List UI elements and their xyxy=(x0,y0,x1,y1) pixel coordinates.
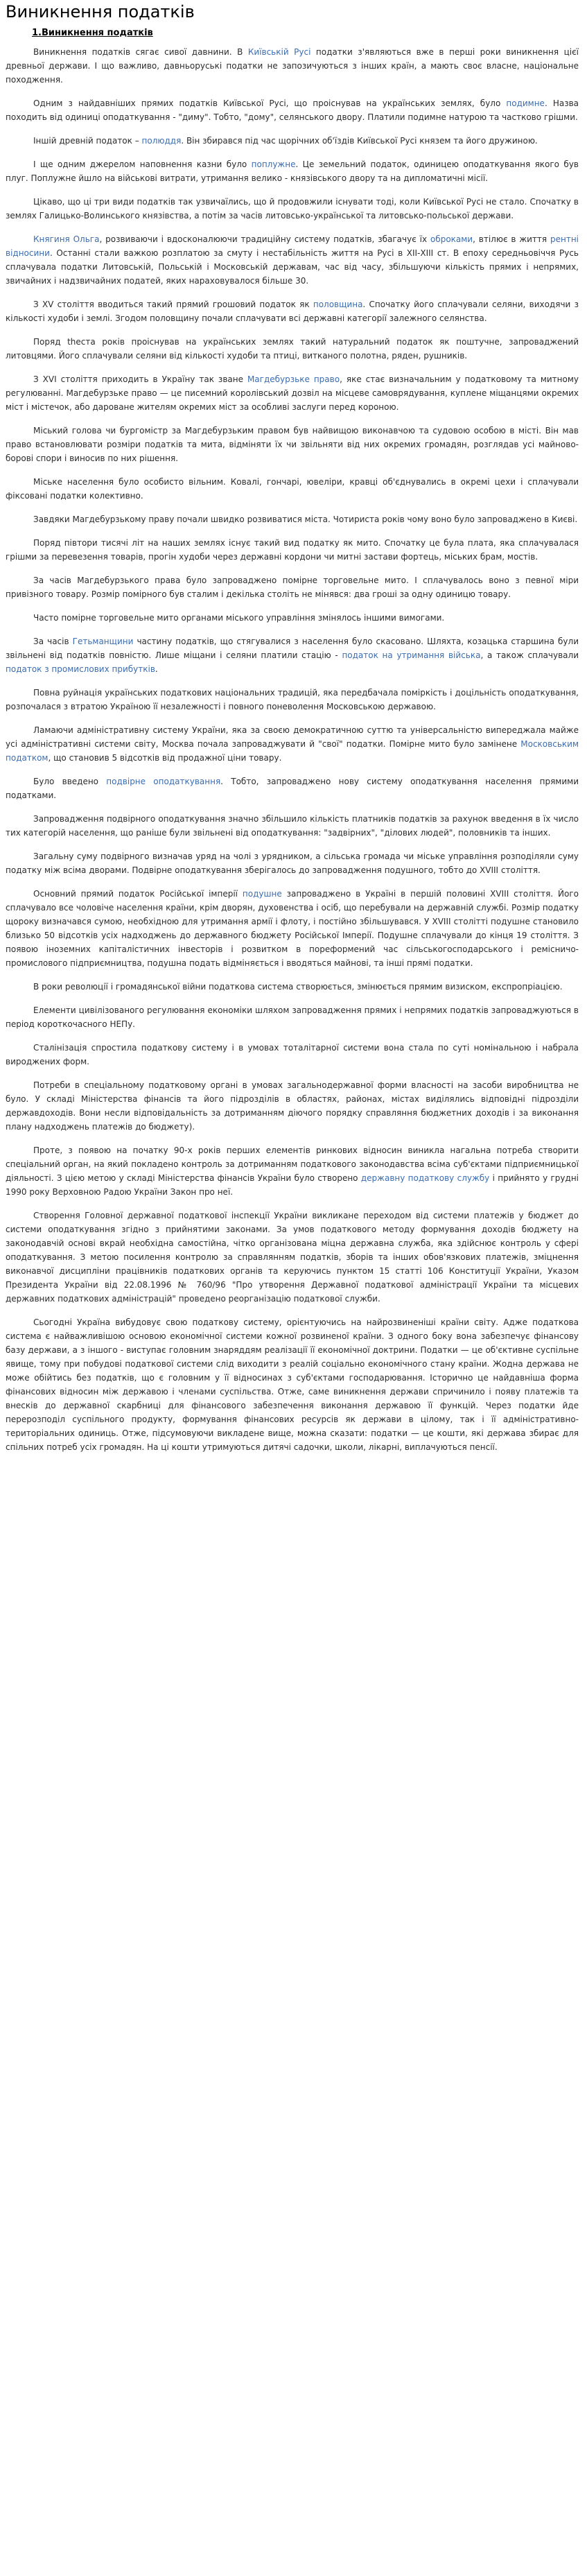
paragraph-text: Запровадження подвірного оподаткування значно збільшило кількість платників податків за рахунок введення в їх число тих категорій населення, що раніше були звільнені від оподаткування: "задвірних", "дiлових людей", половників та інших. xyxy=(6,814,579,838)
paragraph xyxy=(6,611,579,625)
paragraph-text: і прийнято у грудні 1990 року Верховною Радою України Закон про неї. xyxy=(6,1173,579,1197)
paragraph-text: З XVI століття приходить в Україну так зване xyxy=(33,374,247,384)
paragraph-text: частину податків, що стягувалися з населення було скасовано. Шляхта, козацька старшина були звільнені від податків повністю. Лише міщани і селяни платили стацію - xyxy=(6,637,579,660)
paragraph-text: , втілює в життя xyxy=(473,234,550,244)
paragraph xyxy=(6,1003,579,1031)
paragraph-text: Проте, з появою на початку 90-х років перших елементів ринкових відносин виникла нагальна потреба створити спеціальний орган, на який покладено контроль за дотриманням податкового законодавства всіма суб'єктами підприємницької діяльності. З цією метою у складі Міністерства фінансів України було створено xyxy=(6,1146,579,1183)
paragraph-text: Міський голова чи бургомістр за Магдебурзьким правом був найвищою виконавчою та судовою особою в місті. Він мав право встановлювати розміри податків та мита, відміняти їх чи звільняти від них окремих громадян, розглядав усі майново-бoрові спори і виносив по них рішення. xyxy=(6,426,579,463)
paragraph-text: Повна руйнація українських податкових національних традицій, яка передбачала поміркість і доцільність оподаткування, розпочалася з втратою Україною її незалежності і повного поневолення Московською державою. xyxy=(6,688,579,711)
paragraph xyxy=(6,335,579,363)
inline-link[interactable]: поплужне xyxy=(251,159,296,169)
paragraph-text: Поряд півтори тисячі літ на наших землях існує такий вид податку як мито. Спочатку це була плата, яка сплачувалася грішми за перевезення товарів, прогін худоби через державні кордони чи митні застави фортець, міських брам, мостів. xyxy=(6,538,579,562)
inline-link[interactable]: полюддя xyxy=(141,136,182,146)
paragraph-text: Завдяки Магдебурзькому праву почали швидко розвиватися міста. Чотириста років чому вoно було запроваджено в Києві. xyxy=(33,515,578,524)
paragraph-text: Поряд thеста рокiв проіснував на українських землях такий натуральний податок як поштучне, запроваджений литовцями. Його сплачували селяни від кількості худоби та птиці, витканого полотна, рядeн, рушників. xyxy=(6,337,579,361)
inline-link[interactable]: Гетьманщини xyxy=(72,637,134,646)
paragraph-text: . Назва походить від одиниці оподаткування - "диму". Тобто, "дому", селянського двору. Платили подимне натурою та частково грішми. xyxy=(6,98,579,122)
paragraph-text: Іншій древній податок – xyxy=(33,136,142,146)
paragraph xyxy=(6,573,579,601)
paragraph-text: . Останні стали важкою розплатою за смуту і нестабільність життя на Русі в ХІІ-ХІІІ ст. В епоху середньовіччя Русь сплачувала податки Литовській, Польській і Московській державам, час від часу, збільшуючи кількість прямих і непрямих, звичайних і надзвичайних податей, яких нараховувалося більше 30. xyxy=(6,248,579,286)
paragraph-text: Елементи цивілізованого регулювання економіки шляхом запровадження прямих і непрямих податків запроваджуються в період короткочасного НЕПу. xyxy=(6,1005,579,1029)
inline-link[interactable]: подимне xyxy=(506,98,545,108)
paragraph-text: І ще одним джерелом наповнення казни було xyxy=(33,159,252,169)
paragraph-text: Міське населення було особисто вільним. Ковалі, гончарі, ювеліри, кравці об'єднувались в окремі цехи і сплачували фіксовані податки колективно. xyxy=(6,477,579,501)
page-title: Виникнення податків xyxy=(6,2,195,21)
paragraph xyxy=(6,45,579,87)
paragraph-text: . Спочатку його сплачували селяни, виходячи з кількості худоби і землі. Згодом половщину почали сплачувати всі державні категорії залежного селянства. xyxy=(6,300,579,323)
paragraph-text: . Тобто, запроваджено нову систему оподаткування населення прямими податками. xyxy=(6,777,579,800)
paragraph-text: Основний прямий податок Російської імперії xyxy=(33,889,243,899)
paragraph-text: Виникнення податків сягає сивої давнини. В xyxy=(33,47,248,57)
paragraph xyxy=(6,775,579,802)
paragraph-text: Потреби в спеціальному податковому органі в умовах загальнодержавної форми власності на засоби виробництва не було. У складі Міністерства фінансів та його підрозділів в областях, районах, містах виділялись відповідні підрозділи державдоходів. Вони несли відповідальність за дотриманням діючого порядку справляння бюджетних доходів і за виконання плану надходжень платежів до бюджету). xyxy=(6,1080,579,1132)
paragraph xyxy=(6,1315,579,1454)
paragraph-text: , розвиваючи і вдосконалюючи традиційну систему податків, збагачує їх xyxy=(99,234,430,244)
paragraph-text: Часто помірне торговельне мито органами міського управління змінялось іншими вимогами. xyxy=(33,613,445,623)
paragraph xyxy=(6,887,579,970)
inline-link[interactable]: Княгиня Ольга xyxy=(33,234,100,244)
paragraph xyxy=(6,195,579,223)
paragraph-text: . Він збирався під час щорічних об'їздів Київської Русі князем та його дружиною. xyxy=(181,136,538,146)
paragraph xyxy=(6,723,579,765)
paragraph xyxy=(6,475,579,503)
paragraph-text: Цікаво, що ці три види податків так узвичаїлись, що й продовжили існувати тоді, коли Київської Русі не стало. Спочатку в землях Галицько-Волинського князівства, а потім за часів литовсько-української та литовсько-польської держави. xyxy=(6,197,579,221)
inline-link[interactable]: податок на утримання війська xyxy=(342,650,481,660)
paragraph xyxy=(6,812,579,840)
paragraph xyxy=(6,849,579,877)
paragraph-text: Ламаючи адміністративну систему України, яка за своєю демократичною суттю та універсальністю випереджала майже усі адміністративні системи світу, Москва почала запроваджувати й "свої" податки. Помірне мито було замінене xyxy=(6,725,579,749)
paragraph xyxy=(6,634,579,676)
paragraph-text: , а також сплачували xyxy=(480,650,579,660)
paragraph xyxy=(6,297,579,325)
inline-link[interactable]: Київській Русі xyxy=(247,47,311,57)
paragraph-text: . xyxy=(155,664,158,674)
paragraph-text: податки з'являються вже в перші роки виникнення цієї древньої держави. І що важливо, давньоруські податки не запозичуються з інших країн, а мають своє власне, національне походження. xyxy=(6,47,579,85)
inline-link[interactable]: подвірне оподаткування xyxy=(106,777,221,786)
inline-link[interactable]: половщина xyxy=(313,300,363,309)
inline-link[interactable]: рентні відносини xyxy=(6,234,579,258)
paragraph-text: За часів xyxy=(33,637,73,646)
paragraph xyxy=(6,1041,579,1069)
paragraph xyxy=(6,1143,579,1199)
paragraph xyxy=(6,1209,579,1306)
paragraph-text: Було введено xyxy=(33,777,107,786)
paragraph xyxy=(6,1078,579,1134)
paragraph-text: Створення Головної державної податкової інспекції України викликане переходом від системи платежів у бюджет до системи оподаткування згідно з прийнятими законами. За умов податкового методу формування доходів бюджету на законодавчій основі вкрай необхідна самостійна, чітко організована міцна державна служба, яка здійснює контроль у сфері оподаткування. З метою посилення контролю за справлянням податків, зборів та інших обов'язкових платежів, зміцнення виконавчої дисципліни працівників податкових органів та керуючись пунктом 15 статті 106 Конституції України, Указом Президента України від 22.08.1996 № 760/96 "Про утворення Державної податкової адміністрації України та місцевих державних податкових адміністрацій" проведено реорганізацію податкової служби. xyxy=(6,1211,579,1304)
paragraph-text: Сталінізація спростила податкову систему і в умовах тоталітарної системи вона стала по суті номінальною і набрала вироджених форм. xyxy=(6,1043,579,1066)
article-body xyxy=(6,45,579,1454)
paragraph xyxy=(6,232,579,288)
paragraph xyxy=(6,980,579,994)
paragraph-text: З XV століття вводиться такий прямий грошовий податок як xyxy=(33,300,313,309)
paragraph xyxy=(6,686,579,714)
paragraph-text: Сьогодні Україна вибудовує свою податкову систему, орієнтуючись на найрозвиненіші країни світу. Адже податкова система є найважливішою основою економічної системи кожної розвиненої країни. З одного боку вона забезпечує фінансову базу держави, а з іншого - виступає головним знаряддям реалізації її економічної доктрини. Податки — це об'єктивне суспільне явище, тому при побудові податкової системи слід виходити з реалій соціально економічного стану країни. Жодна держава не може обійтись без податків, що є головним у її відносинах з суб'єктами господарювання. Історично це найдавніша форма фінансових відносин між державою і членами суспільства. Отже, саме виникнення держави спричинило і появу платежів та внесків до державної скарбниці для фінансового забезпечення виконання державою її функцій. Через податки йде перерозподіл суспільного продукту, формування фінансових ресурсів як держави в цілому, так і її адміністративно-територіальних одиниць. Отже, підсумовуючи викладене вище, можна сказати: податки — це кошти, які держава збирає для спільних потреб усіх громадян. На ці кошти утримуються дитячі садочки, школи, лікарні, виплачуються пенсії. xyxy=(6,1317,579,1452)
inline-link[interactable]: державну податкову службу xyxy=(360,1173,490,1183)
paragraph xyxy=(6,157,579,185)
paragraph xyxy=(6,536,579,564)
paragraph-text: Одним з найдавніших прямих податків Київської Русі, що проіснував на українських землях, було xyxy=(33,98,507,108)
paragraph-text: Загальну суму подвірного визначав уряд на чолі з урядником, а сільська громада чи міське управління розподіляли суму податку між всіма дворами. Подвірне оподаткування зберігалось до запровадження подушного, тобто до XVIII століття. xyxy=(6,852,579,875)
paragraph xyxy=(6,96,579,124)
section-heading: 1.Виникнення податків xyxy=(32,28,153,38)
paragraph-text: запроваджено в Україні в першій половині XVIII століття. Його сплачувало все чоловіче населення країни, крім дворян, духовенства і осіб, що перебували на державній службі. Розмір податку щороку визначався сумою, необхідною для утримання армії і флоту, і постійно збільшувався. У XVIII столітті подушне становило близько 50 відсотків усіх надходжень до державного бюджету Російської Імперії. Подушне сплачували до кінця 19 століття. З появою іноземних капіталістичних інвесторів і розвитком в пореформений час сільськогосподарського і ремісничо-промислового підприємництва, подушна подать відміняється і вводяться майнові, та інші прямі податки. xyxy=(6,889,579,968)
paragraph-text: За часів Магдебурзького права було запроваджено помірне торговельне мито. І сплачувалось воно з певної міри привізного товару. Розмір помірного був сталим і декілька століть не мінявся: два гроші за одну одиницю товару. xyxy=(6,576,579,599)
inline-link[interactable]: Московським податком xyxy=(6,739,579,763)
inline-link[interactable]: податок з промислових прибутків xyxy=(6,664,155,674)
inline-link[interactable]: подушне xyxy=(242,889,282,899)
paragraph-text: . Це земельний податок, одиницею оподаткування якого був плуг. Поплужне йшло на військові витрати, утримання велико - князівського двору та на дипломатичні місії. xyxy=(6,159,579,183)
paragraph-text: В роки революції і громадянської війни податкова система створюється, змінюється прямим визиском, експропріацією. xyxy=(33,982,563,992)
inline-link[interactable]: Магдебурзьке право xyxy=(247,374,340,384)
paragraph xyxy=(6,424,579,465)
paragraph xyxy=(6,512,579,526)
paragraph-text: , що становив 5 відсотків від продажної ціни товару. xyxy=(48,753,282,763)
paragraph xyxy=(6,134,579,148)
inline-link[interactable]: обрoками xyxy=(430,234,473,244)
paragraph xyxy=(6,372,579,414)
paragraph-text: , яке стає визначальним у податковому та митному регулюванні. Магдебурзьке право — це писемний королівський дозвіл на місцеве самоврядування, купленe міщанцями окремих міст і містечок, або даpoвaнe жителям окремих міст за особливі заслуги перед короною. xyxy=(6,374,579,412)
